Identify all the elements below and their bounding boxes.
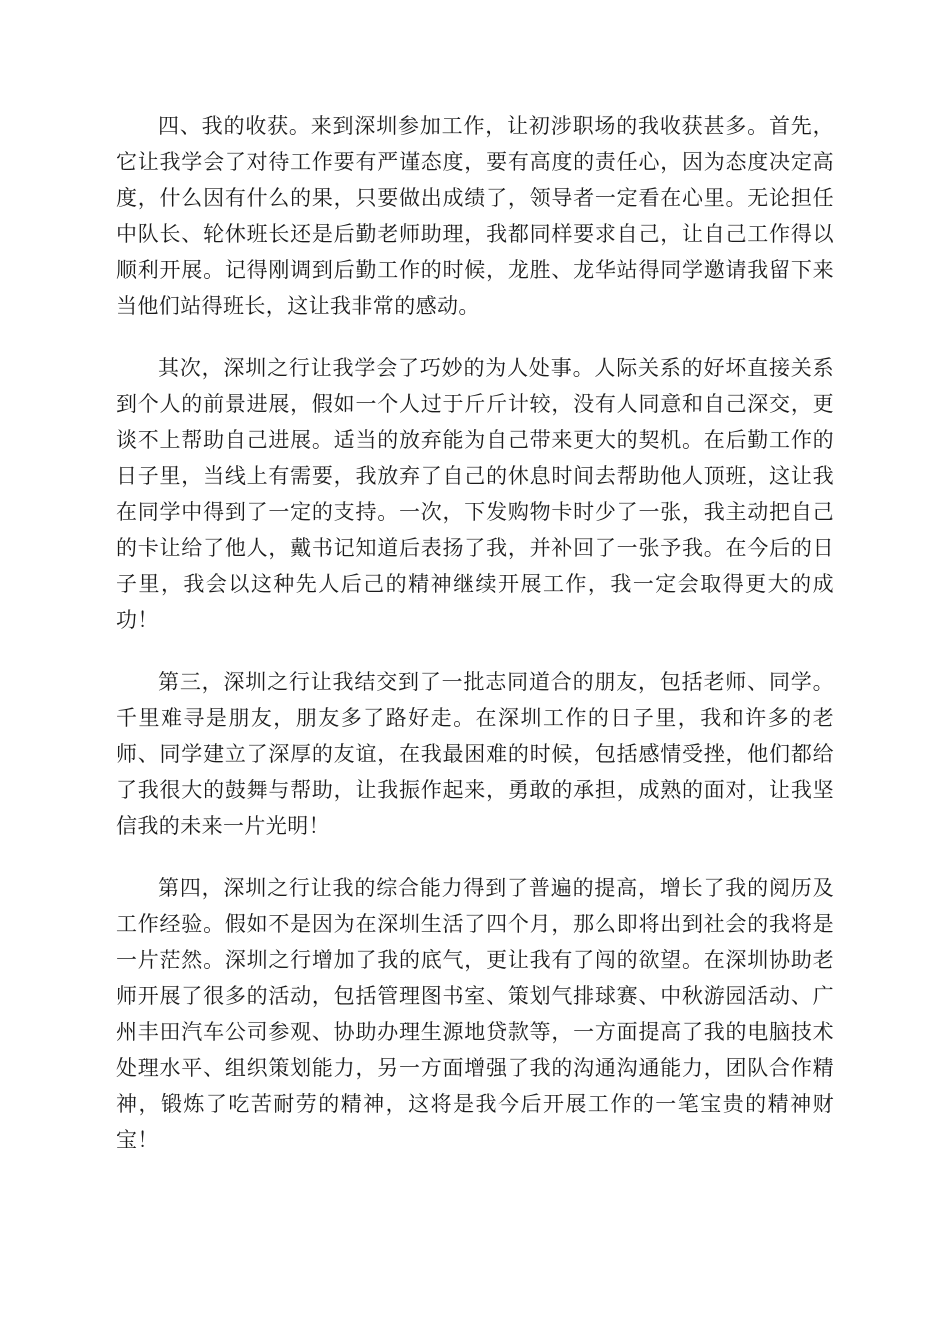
paragraph-second: 其次，深圳之行让我学会了巧妙的为人处事。人际关系的好坏直接关系到个人的前景进展，假如一个人过于斤斤计较，没有人同意和自己深交，更谈不上帮助自己进展。适当的放弃能为自己带来更大的契机。在后勤工作的日子里，当线上有需要，我放弃了自己的休息时间去帮助他人顶班，这让我在同学中得到了一定的支持。一次，下发购物卡时少了一张，我主动把自己的卡让给了他人，戴书记知道后表扬了我，并补回了一张予我。在今后的日子里，我会以这种先人后己的精神继续开展工作，我一定会取得更大的成功！: [116, 356, 834, 632]
document-body: [116, 108, 834, 1184]
paragraph-harvest: 四、我的收获。来到深圳参加工作，让初涉职场的我收获甚多。首先，它让我学会了对待工作要有严谨态度，要有高度的责任心，因为态度决定高度，什么因有什么的果，只要做出成绩了，领导者一定看在心里。无论担任中队长、轮休班长还是后勤老师助理，我都同样要求自己，让自己工作得以顺利开展。记得刚调到后勤工作的时候，龙胜、龙华站得同学邀请我留下来当他们站得班长，这让我非常的感动。: [116, 114, 834, 318]
paragraph-fourth: 第四，深圳之行让我的综合能力得到了普遍的提高，增长了我的阅历及工作经验。假如不是因为在深圳生活了四个月，那么即将出到社会的我将是一片茫然。深圳之行增加了我的底气，更让我有了闯的欲望。在深圳协助老师开展了很多的活动，包括管理图书室、策划气排球赛、中秋游园活动、广州丰田汽车公司参观、协助办理生源地贷款等，一方面提高了我的电脑技术处理水平、组织策划能力，另一方面增强了我的沟通沟通能力，团队合作精神，锻炼了吃苦耐劳的精神，这将是我今后开展工作的一笔宝贵的精神财宝！: [116, 876, 834, 1152]
paragraph-third: 第三，深圳之行让我结交到了一批志同道合的朋友，包括老师、同学。千里难寻是朋友，朋友多了路好走。在深圳工作的日子里，我和许多的老师、同学建立了深厚的友谊，在我最困难的时候，包括感情受挫，他们都给了我很大的鼓舞与帮助，让我振作起来，勇敢的承担，成熟的面对，让我坚信我的未来一片光明！: [116, 670, 834, 838]
